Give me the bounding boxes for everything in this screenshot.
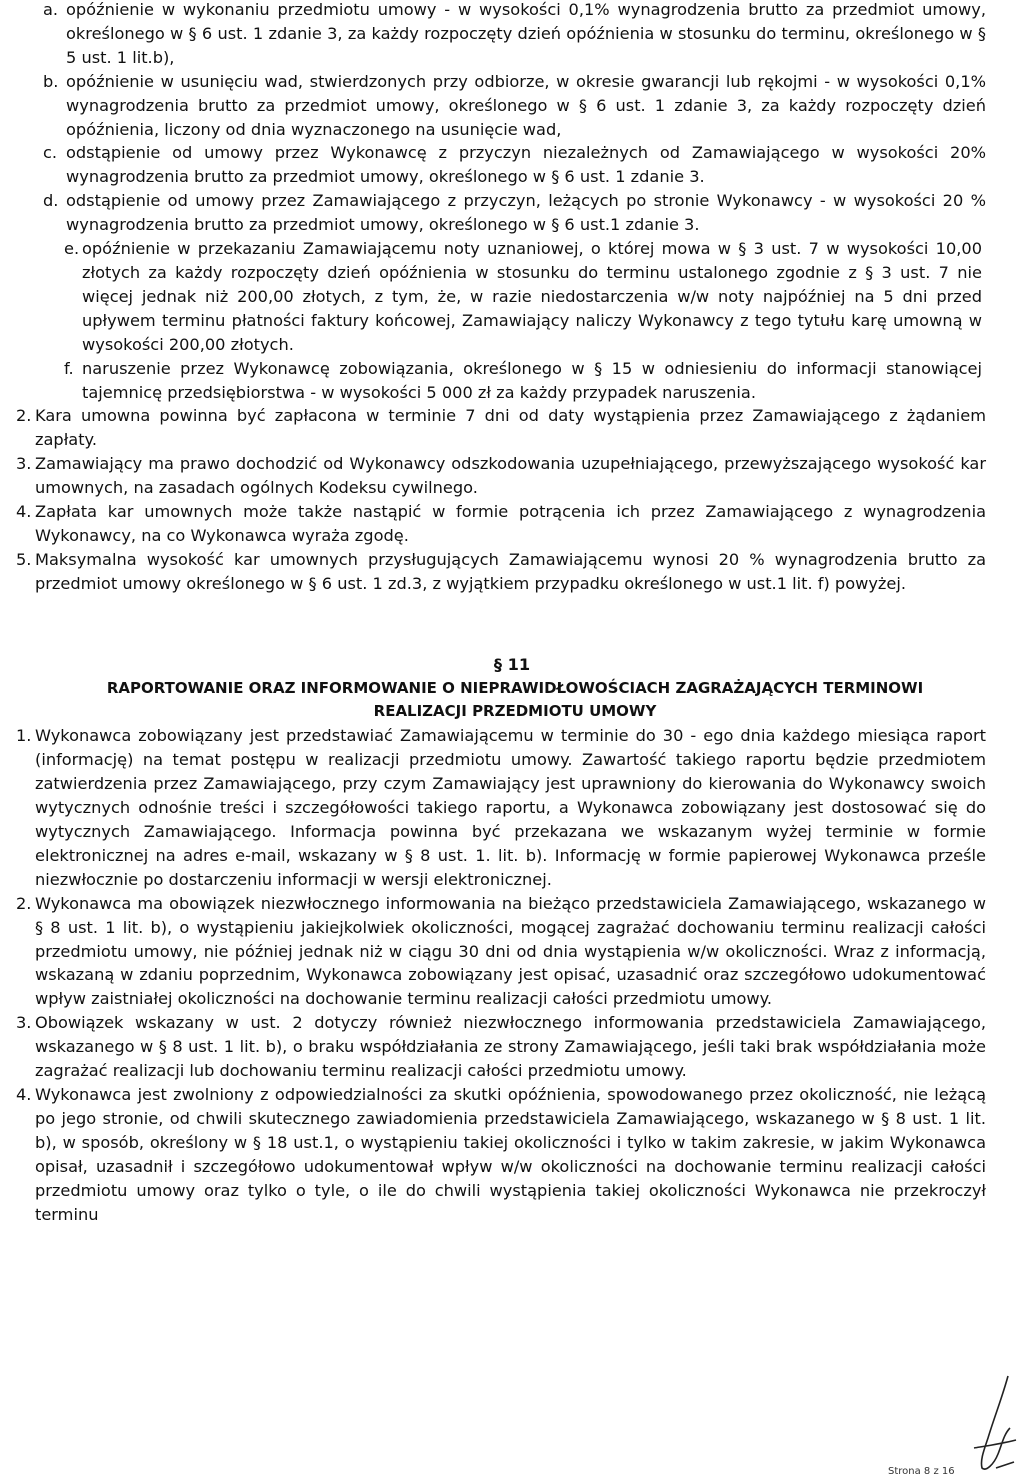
section-title-line-1: RAPORTOWANIE ORAZ INFORMOWANIE O NIEPRAWIDŁOWOŚCIACH ZAGRAŻAJĄCYCH TERMINOWI [106,678,924,697]
item-label: 3. [16,1013,32,1033]
item-label: f. [64,358,74,378]
clause-list-reporting [0,724,1024,1226]
clause-list-penalties [0,404,1024,595]
item-label: c. [43,143,58,163]
penalty-item-c [0,141,1024,189]
item-text: Wykonawca ma obowiązek niezwłocznego informowania na bieżąco przedstawiciela Zamawiającego, wskazanego w § 8 ust. 1 lit. b), o wystąpieniu jakiejkolwiek okoliczności, mogącej zagrażać dochowaniu terminu realizacji całości przedmiotu umowy, nie później jednak niż w ciągu 30 dni od dnia wystąpienia w/w okoliczności. Wraz z informacją, wskazaną w zdaniu poprzednim, Wykonawca zobowiązany jest opisać, uzasadnić oraz szczegółowo udokumentować wpływ zaistniałej okoliczności na dochowanie terminu realizacji całości przedmiotu umowy. [35,893,986,1009]
item-text: Zapłata kar umownych może także nastąpić w formie potrącenia ich przez Zamawiającego z wynagrodzenia Wykonawcy, na co Wykonawca wyraża zgodę. [35,502,986,545]
item-text: odstąpienie od umowy przez Zamawiającego z przyczyn, leżących po stronie Wykonawcy - w wysokości 20 % wynagrodzenia brutto za przedmiot umowy, określonego w § 6 ust.1 zdanie 3. [66,191,986,235]
item-label: e. [64,239,80,259]
penalty-item-f [0,357,1024,405]
reporting-clause-3 [0,1011,1024,1083]
clause-item-5 [0,548,1024,596]
section-number: § 11 [493,654,531,674]
penalty-item-b [0,70,1024,142]
reporting-clause-1 [0,724,1024,891]
penalty-item-d [0,189,1024,237]
item-label: 5. [16,549,32,569]
item-text: opóźnienie w przekazaniu Zamawiającemu noty uznaniowej, o której mowa w § 3 ust. 7 w wysokości 10,00 złotych za każdy rozpoczęty dzień opóźnienia w stosunku do terminu ustalonego zgodnie z § 3 ust. 7 nie więcej jednak niż 200,00 złotych, z tym, że, w razie niedostarczenia w/w noty najpóźniej na 5 dni przed upływem terminu płatności faktury końcowej, Zamawiający naliczy Wykonawcy z tego tytułu karę umowną w wysokości 200,00 złotych. [82,239,982,354]
penalty-item-e [0,237,1024,357]
clause-item-2 [0,404,1024,452]
item-text: opóźnienie w wykonaniu przedmiotu umowy - w wysokości 0,1% wynagrodzenia brutto za przedmiot umowy, określonego w § 6 ust. 1 zdanie 3, za każdy rozpoczęty dzień opóźnienia w stosunku do terminu, określonego w § 5 ust. 1 lit.b), [66,0,986,67]
item-text: Zamawiający ma prawo dochodzić od Wykonawcy odszkodowania uzupełniającego, przewyższającego wysokość kar umownych, na zasadach ogólnych Kodeksu cywilnego. [35,454,986,498]
item-text: odstąpienie od umowy przez Wykonawcę z przyczyn niezależnych od Zamawiającego w wysokości 20% wynagrodzenia brutto za przedmiot umowy, określonego w § 6 ust. 1 zdanie 3. [66,143,986,187]
item-text: Kara umowna powinna być zapłacona w terminie 7 dni od daty wystąpienia przez Zamawiającego z żądaniem zapłaty. [35,406,986,450]
section-heading [0,653,1024,725]
clause-item-4 [0,500,1024,548]
item-label: 2. [16,893,32,913]
item-label: b. [43,71,59,91]
section-title-line-2: REALIZACJI PRZEDMIOTU UMOWY [373,702,657,721]
item-label: 4. [16,502,32,522]
item-text: Wykonawca zobowiązany jest przedstawiać Zamawiającemu w terminie do 30 - ego dnia każdego miesiąca raport (informację) na temat postępu w realizacji przedmiotu umowy. Zawartość takiego raportu będzie przedmiotem zatwierdzenia przez Zamawiającego, przy czym Zamawiający jest uprawniony do kierowania do Wykonawcy swoich wytycznych odnośnie treści i szczegółowości takiego raportu, a Wykonawca zobowiązany jest dostosować się do wytycznych Zamawiającego. Informacja powinna być przekazana we wskazanym wyżej terminie w formie elektronicznej na adres e-mail, wskazany w § 8 ust. 1. lit. b). Informację w formie papierowej Wykonawca prześle niezwłocznie po dostarczeniu informacji w wersji elektronicznej. [35,726,986,889]
item-text: Obowiązek wskazany w ust. 2 dotyczy również niezwłocznego informowania przedstawiciela Zamawiającego, wskazanego w § 8 ust. 1 lit. b), o braku współdziałania ze strony Zamawiającego, jeśli taki brak współdziałania może zagrażać realizacji lub dochowaniu terminu realizacji całości przedmiotu umowy. [35,1013,986,1081]
item-label: 2. [16,406,32,426]
item-label: 1. [16,726,32,746]
item-label: 4. [16,1084,32,1104]
penalty-item-a [0,0,1024,70]
item-text: naruszenie przez Wykonawcę zobowiązania, określonego w § 15 w odniesieniu do informacji stanowiącej tajemnicę przedsiębiorstwa - w wysokości 5 000 zł za każdy przypadek naruszenia. [82,358,982,402]
item-label: a. [43,0,59,19]
signature-mark [964,1368,1024,1478]
item-text: Maksymalna wysokość kar umownych przysługujących Zamawiającemu wynosi 20 % wynagrodzenia brutto za przedmiot umowy określonego w § 6 ust. 1 zd.3, z wyjątkiem przypadku określonego w ust.1 lit. f) powyżej. [35,549,986,593]
item-text: Wykonawca jest zwolniony z odpowiedzialności za skutki opóźnienia, spowodowanego przez okoliczność, nie leżącą po jego stronie, od chwili skutecznego zawiadomienia przedstawiciela Zamawiającego, wskazanego w § 8 ust. 1 lit. b), w sposób, określony w § 18 ust.1, o wystąpieniu takiej okoliczności i tylko w takim zakresie, w jakim Wykonawca opisał, uzasadnił i szczegółowo udokumentował wpływ w/w okoliczności na dochowanie terminu realizacji całości przedmiotu umowy oraz tylko o tyle, o ile do chwili wystąpienia takiej okoliczności Wykonawca nie przekroczył terminu [35,1084,986,1224]
item-label: d. [43,191,59,211]
clause-item-3 [0,452,1024,500]
item-label: 3. [16,454,32,474]
page-footer: Strona 8 z 16 [888,1466,955,1478]
item-text: opóźnienie w usunięciu wad, stwierdzonych przy odbiorze, w okresie gwarancji lub rękojmi - w wysokości 0,1% wynagrodzenia brutto za przedmiot umowy, określonego w § 6 ust. 1 zdanie 3, za każdy rozpoczęty dzień opóźnienia, liczony od dnia wyznaczonego na usunięcie wad, [66,71,986,139]
reporting-clause-4 [0,1083,1024,1226]
penalty-list [0,0,1024,404]
reporting-clause-2 [0,892,1024,1012]
